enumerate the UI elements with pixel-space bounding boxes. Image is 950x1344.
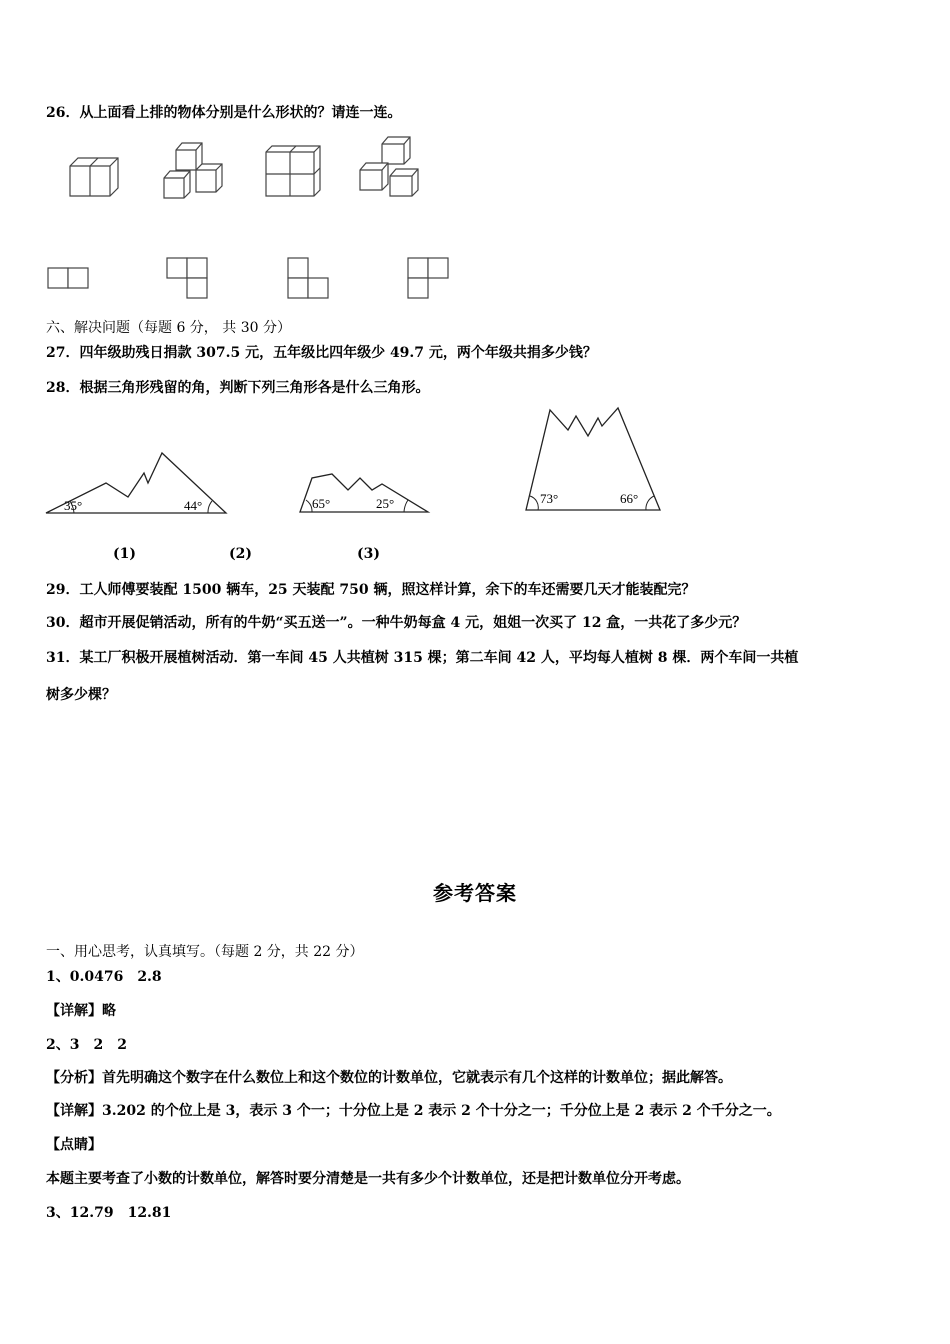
triangle-1-label: (1) — [113, 546, 136, 562]
answer-2-detail: 【详解】3.202 的个位上是 3，表示 3 个一；十分位上是 2 表示 2 个十分之一；千分位上是 2 表示 2 个千分之一。 — [46, 1103, 781, 1119]
broken-triangle-2 — [296, 470, 434, 518]
q30-text: 30．超市开展促销活动，所有的牛奶“买五送一”。一种牛奶每盒 4 元，姐姐一次买了 12 盒，一共花了多少元？ — [46, 615, 747, 631]
answer-2-comment: 本题主要考查了小数的计数单位，解答时要分清楚是一共有多少个计数单位，还是把计数单位分开考虑。 — [46, 1171, 690, 1187]
q29-text: 29．工人师傅要装配 1500 辆车，25 天装配 750 辆，照这样计算，余下的车还需要几天才能装配完？ — [46, 582, 696, 598]
q31-text-line2: 树多少棵？ — [46, 687, 116, 703]
top-view-4 — [406, 256, 452, 302]
answer-2-analysis: 【分析】首先明确这个数字在什么数位上和这个数位的计数单位，它就表示有几个这样的计数单位；据此解答。 — [46, 1070, 732, 1086]
answers-section1-heading: 一、用心思考，认真填写。（每题 2 分，共 22 分） — [46, 944, 364, 960]
broken-triangle-3 — [522, 404, 664, 516]
answer-1-detail: 【详解】略 — [46, 1003, 116, 1019]
q27-text: 27．四年级助残日捐款 307.5 元，五年级比四年级少 49.7 元，两个年级共捐多少钱？ — [46, 345, 597, 361]
cube-figure-3 — [262, 142, 324, 202]
answer-2: 2、3 2 2 — [46, 1037, 127, 1053]
section6-heading: 六、解决问题（每题 6 分， 共 30 分） — [46, 320, 291, 336]
triangle-3-angle-right: 66° — [620, 491, 639, 506]
cube-figure-1 — [66, 150, 126, 200]
triangle-3-label: (3) — [357, 546, 380, 562]
triangle-2-label: (2) — [229, 546, 252, 562]
answers-title: 参考答案 — [433, 881, 517, 905]
triangle-1-angle-right: 44° — [184, 498, 203, 513]
triangle-2-angle-right: 25° — [376, 496, 395, 511]
answer-1: 1、0.0476 2.8 — [46, 969, 162, 985]
q28-text: 28．根据三角形残留的角，判断下列三角形各是什么三角形。 — [46, 380, 430, 396]
triangle-2-angle-left: 65° — [312, 496, 331, 511]
triangle-3-angle-left: 73° — [540, 491, 559, 506]
answer-2-comment-heading: 【点睛】 — [46, 1137, 102, 1153]
answer-3: 3、12.79 12.81 — [46, 1205, 172, 1221]
cube-figure-2 — [160, 138, 230, 203]
q31-text-line1: 31．某工厂积极开展植树活动．第一车间 45 人共植树 315 棵；第二车间 42 人，平均每人植树 8 棵．两个车间一共植 — [46, 650, 799, 666]
top-view-3 — [286, 256, 332, 302]
top-view-2 — [165, 256, 211, 302]
triangle-1-angle-left: 35° — [64, 498, 83, 513]
q26-text: 26．从上面看上排的物体分别是什么形状的？请连一连。 — [46, 105, 402, 121]
top-view-1 — [46, 266, 92, 292]
cube-figure-4 — [356, 132, 426, 202]
broken-triangle-1 — [44, 445, 230, 519]
